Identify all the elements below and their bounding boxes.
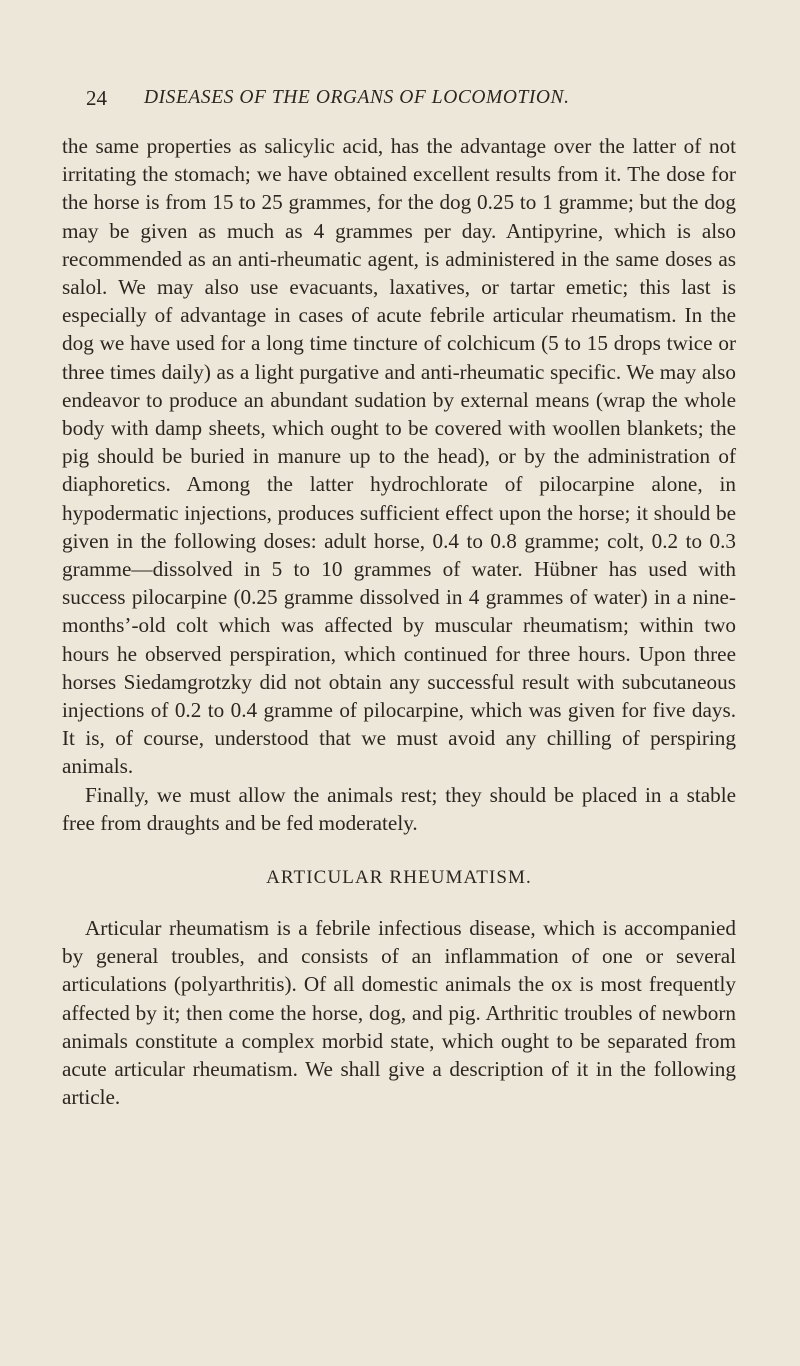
page-body xyxy=(62,132,736,1112)
paragraph-continued: the same properties as salicylic acid, has the advantage over the latter of not irritating the stomach; we have obtained excellent results from it. The dose for the horse is from 15 to 25 grammes, for the dog 0.25 to 1 gramme; but the dog may be given as much as 4 grammes per day. Antipyrine, which is also recommended as an anti-rheumatic agent, is administered in the same doses as salol. We may also use evacuants, laxatives, or tartar emetic; this last is especially of advantage in cases of acute febrile articular rheumatism. In the dog we have used for a long time tincture of colchicum (5 to 15 drops twice or three times daily) as a light purgative and anti-rheumatic specific. We may also endeavor to produce an abundant sudation by external means (wrap the whole body with damp sheets, which ought to be covered with woollen blankets; the pig should be buried in manure up to the head), or by the administration of diaphoretics. Among the latter hydrochlorate of pilocarpine alone, in hypodermatic injections, produces sufficient effect upon the horse; it should be given in the following doses: adult horse, 0.4 to 0.8 gramme; colt, 0.2 to 0.3 gramme—dissolved in 5 to 10 grammes of water. Hübner has used with success pilocarpine (0.25 gramme dissolved in 4 grammes of water) in a nine-months’-old colt which was affected by muscular rheumatism; within two hours he observed perspiration, which continued for three hours. Upon three horses Siedamgrotzky did not obtain any successful result with subcutaneous injections of 0.2 to 0.4 gramme of pilocarpine, which was given for five days. It is, of course, understood that we must avoid any chilling of perspiring animals. xyxy=(62,134,736,779)
running-head: DISEASES OF THE ORGANS OF LOCOMOTION. xyxy=(144,87,570,108)
page-number: 24 xyxy=(86,86,107,110)
section-paragraph: Articular rheumatism is a febrile infectious disease, which is accompanied by general troubles, and consists of an inflammation of one or several articulations (polyarthritis). Of all domestic animals the ox is most frequently affected by it; then come the horse, dog, and pig. Arthritic troubles of newborn animals constitute a complex morbid state, which ought to be separated from acute articular rheumatism. We shall give a description of it in the following article. xyxy=(62,916,736,1110)
page-header xyxy=(86,83,710,113)
section-heading: ARTICULAR RHEUMATISM. xyxy=(266,867,532,889)
paragraph-finally: Finally, we must allow the animals rest; they should be placed in a stable free from draughts and be fed moderately. xyxy=(62,782,736,835)
